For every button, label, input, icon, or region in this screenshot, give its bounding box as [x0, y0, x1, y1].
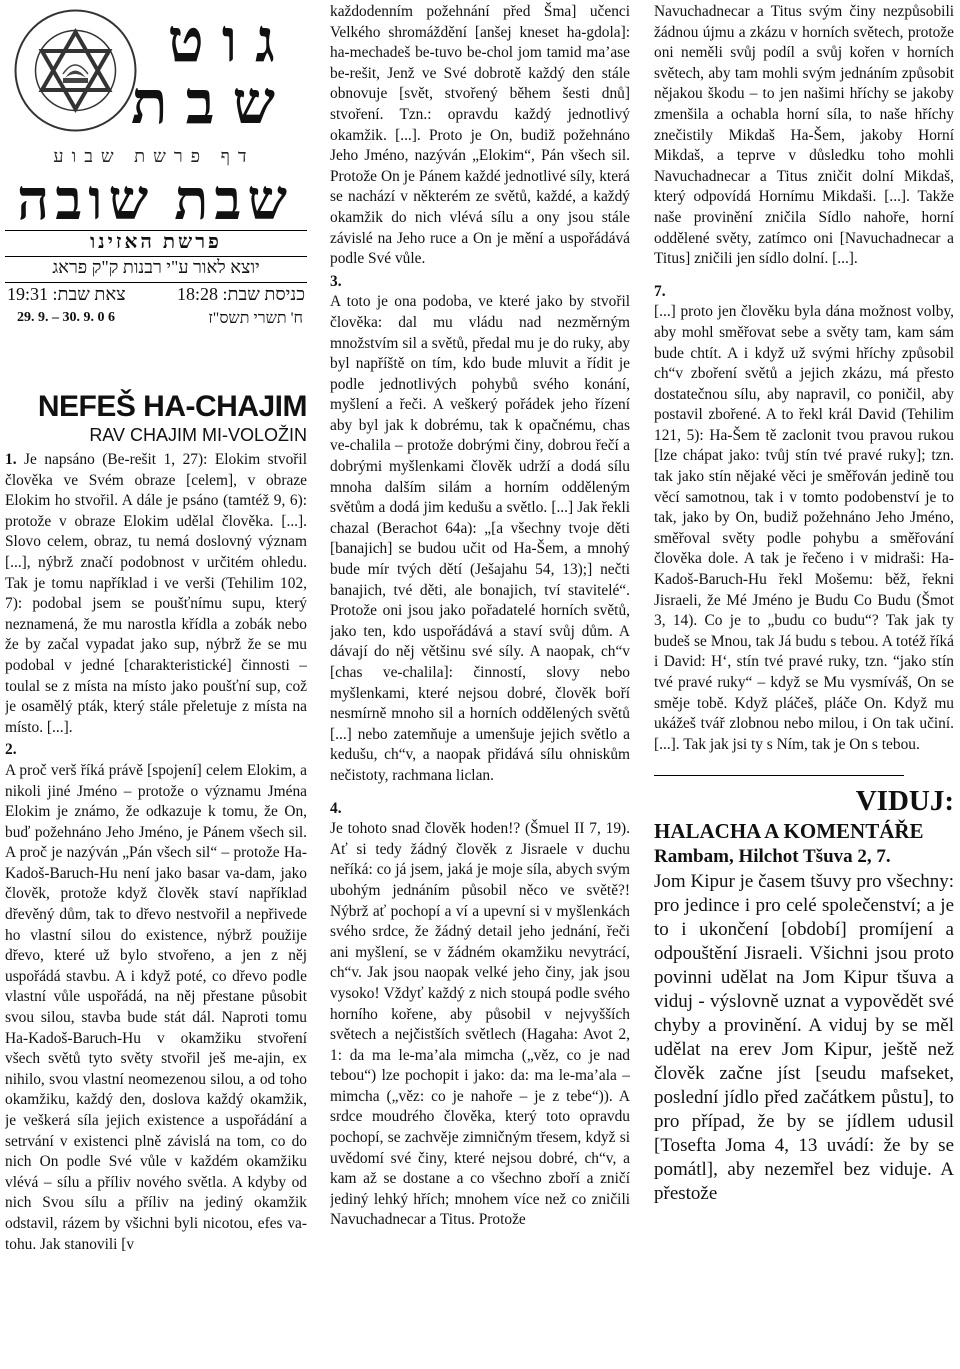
section-3: A toto je ona podoba, ve které jako by stvořil člověka: dal mu vládu nad nezměrným množstvím sil a světů, předal mu je do ruky, aby byl napříště on tím, kdo bude mluvit a řídit je podle jednotlivých pohybů svého konání, myšlení a řeči. A veškerý pořádek jeho řízení aby byl jak k dobrému, tak k opačnému, chas ve-chalila – protože dobrými činy, dobrou řečí a dobrými myšlenkami člověk udrží a dodá sílu mnoha dalším silám a horním odděleným světům a dodá jim kedušu a světlo. [...] Jak řekli chazal (Berachot 64a): „[a všechny tvoje děti [banajich] se budou učit od Ha-Šem, a mnohý bude mír tvých dětí (Ješajahu 54, 13);] nečti banajich, tvé děti, ale bonajich, tví stavitelé“. Protože oni jsou jako pořadatelé horních světů, jako ten, kdo uspořádává a staví svůj dům. A dávají do něj většinu své síly. A naopak, ch“v [chas ve-chalila]: činností, slovy nebo myšlenkami, které nejsou dobré, člověk boří nesmírně mnoho sil a horních oddělených světů [...] nebo zatemňuje a umenšuje jejich světlo a kedušu, ch“v, a naopak přidává sílu ohniskům nečistoty, rachmana liclan.	[330, 293, 630, 784]
rambam-source: Rambam, Hilchot Tšuva 2, 7.	[654, 846, 891, 868]
column-1	[5, 0, 307, 1369]
shabbat-heading: שבת	[131, 70, 293, 136]
vidui-title: VIDUJ:	[855, 785, 954, 818]
section-1	[5, 450, 307, 738]
divider	[654, 775, 904, 776]
article-title: NEFEŠ HA-CHAJIM	[37, 390, 307, 423]
halacha-heading: HALACHA A KOMENTÁŘE	[654, 819, 924, 844]
section-number: 2.	[5, 741, 17, 759]
gut-heading: גוט	[167, 8, 293, 74]
shabbat-shuva-title: שבת שובה	[17, 170, 293, 232]
section-number: 3.	[330, 272, 342, 290]
section-number: 4.	[330, 799, 342, 817]
section-4: Je tohoto snad člověk hoden!? (Šmuel II 7, 19). Ať si tedy žádný člověk z Jisraele v duchu neříká: co já jsem, jaká je moje síla, abych svým ubohým jednáním působil něco ve světě?! Nýbrž ať pochopí a ví a upevní si v myšlenkách svého srdce, že žádný detail jeho jednání, řeči ani myšlení, se v žádném okamžiku nevytrácí, ch“v. Jak jsou naopak velké jeho činy, jak jsou vysoko! Vždyť každý z nich stoupá podle svého horního kořene, aby působil v nejvyšších světech a nejčistších světlech (Hagaha: Avot 2, 1: da ma le-ma’ala mimcha („věz, co je nad tebou“) lze pochopit i jako: da: ma le-ma’ala – mimcha („věz: co je nahoře – je z tebe“)). A srdce moudrého člověka, který toto opravdu pochopí, se zachvěje zimničným třesem, když si uvědomí své činy, které nejsou dobré, ch“v, a kam až se dostane a co všechno zboří a zničí jediný lehký hřích; mnohem více než co zničili Navuchadnecar a Titus. Protože	[330, 820, 630, 1229]
column-3	[654, 2, 954, 1369]
column-2	[330, 2, 630, 1369]
hebrew-date: ח' תשרי תשס"ז	[208, 310, 303, 327]
section-text: Je napsáno (Be-rešit 1, 27): Elokim stvořil člověka ve Svém obraze [celem], v obraze Elokim ho stvořil. A dále je psáno (tamtéž 9, 6): protože v obraze Elokim udělal člověka. [...]. Slovo celem, obraz, tu nemá doslovný význam [...], nýbrž značí podobnost v určitém ohledu. Tak je tomu například i ve verši (Tehilim 102, 7): podobal jsem se poušťnímu supu, který neznamená, že mu narostla křídla a zobák nebo že by začal vypadat jako sup, nýbrž že se mu podobal v jedné [charakteristické] činnosti – toulal se z místa na místo jako poušťní sup, což je osamělý pták, který stále přeletuje z místa na místo. [...].	[5, 451, 307, 736]
publisher-line: יוצא לאור ע"י רבנות ק"ק פראג	[52, 257, 260, 277]
article-author: RAV CHAJIM MI-VOLOŽIN	[89, 425, 307, 445]
section-2: A proč verš říká právě [spojení] celem Elokim, a nikoli jiné Jméno – protože o významu Jména Elokim je známo, že odkazuje k tomu, že On, buď požehnáno Jeho Jméno, je Pánem všech sil. A proč je nazýván „Pán všech sil“ – protože Ha-Kadoš-Baruch-Hu není jako basar va-dam, jako člověk, protože když člověk staví například dřevěný dům, tak to dřevo nestvořil a nepřivede ho vlastní silou do existence, nýbrž použije dřevo, které už bylo stvořeno, a jen z něj uspořádá stavbu. A i když poté, co dřevo podle vlastní vůle uspořádá, na něj přestane působit svou silou, stavba bude stát dál. Naproti tomu Ha-Kadoš-Baruch-Hu v okamžiku stvoření všech světů tyto světy stvořil ješ me-ajin, ex nihilo, svou vlastní neomezenou silou, a od toho okamžiku, každý den, doslova každý okamžik, je veškerá síla jejich existence a uspořádání a setrvání v existenci plně závislá na tom, co do nich On podle Své vůle v každém okamžiku vlévá – sílu a příliv nového světla. A kdyby od nich Svou sílu a příliv na jediný okamžik odstavil, rázem by všichni byli nicotou, efes va-tohu. Jak stanovili [v	[5, 761, 307, 1253]
daf-parashat-line: דף פרשת שבוע	[53, 146, 255, 166]
paragraph: každodenním požehnání před Šma] učenci Velkého shromáždění [anšej kneset ha-gdola]: ha-mechadeš be-tuvo be-chol jom tamid ma’ase be-rešit, Jenž ve Své dobrotě každý den stále obnovuje [svět, stvořený během šesti dnů] stvoření. Tzn.: opravdu každý jednotlivý okamžik. [...]. Proto je On, budiž požehnáno Jeho Jméno, nazýván „Elokim“, Pán všech sil. Protože On je Pánem každé jednotlivé síly, která se nachází v některém ze světů, každé, a každý okamžik do nich vlévá sílu a ony jsou stále závislé na Jeho ruce a On je mění a uspořádává podle Své vůle.	[330, 3, 630, 268]
divider	[5, 282, 307, 283]
exit-time: צאת שבת: 19:31	[7, 284, 126, 304]
masthead	[5, 0, 307, 327]
civil-dates: 29. 9. – 30. 9. 0 6	[17, 310, 115, 325]
vidui-text: Jom Kipur je časem tšuvy pro všechny: pro jedince i pro celé společenství; a je to i ukončení [období] promíjení a odpouštění Jisraeli. Všichni jsou proto povinni udělat na Jom Kipur tšuva a viduj - výslovně uznat a vypovědět své chyby a provinění. A viduj by se měl udělat na erev Jom Kipur, ještě než člověk začne jíst [seudu mafseket, poslední jídlo před začátkem půstu], to pro případ, že by se jídlem udusil [Tosefta Joma 4, 13 uvádí: že by se pomátl], aby nezemřel bez viduje. A přestože	[654, 871, 954, 1205]
section-7: [...] proto jen člověku byla dána možnost volby, aby mohl směřovat sebe a světy tam, kam sám bude chtít. A i když už svými hříchy způsobil ch“v zboření světů a jejich zkázu, má přesto dostatečnou sílu, aby napravil, co poničil, aby postavil zbořené. A to řekl král David (Tehilim 121, 5): Ha-Šem tě zaclonit tvou pravou rukou [lze chápat jako: tvůj stín tvé pravé ruky]; tzn. tak jako stín nějaké věci je směřován jedině tou věcí samotnou, tak i v tomto podobenství je to tak, jako by On, budiž požehnáno Jeho Jméno, směřoval světy podle pohybu a směřování člověka dole. A tak je řečeno i v midraši: Ha-Kadoš-Baruch-Hu řekl Mošemu: běž, řekni Jisraeli, že Mé Jméno je Budu Co Budu (Šmot 3, 14). Co je to „budu co budu“? Tak jak ty budeš se Mnou, tak Já budu s tebou. A totéž říká i David: H‘, stín tvé pravé ruky, tzn. “jako stín tvé pravé ruky“ – když se Mu vysmíváš, On se směje tobě. Když pláčeš, pláče On. Když mu ukážeš tvář zlobnou nebo milou, i On tak učiní. [...]. Tak jak jsi ty s Ním, tak je On s tebou.	[654, 303, 954, 753]
section-number: 7.	[654, 282, 666, 300]
candle-time: כניסת שבת: 18:28	[176, 284, 305, 304]
parasha-name: פרשת האזינו	[90, 231, 222, 253]
paragraph: Navuchadnecar a Titus svým činy nezpůsobili žádnou újmu a zkázu v horních světech, protože oni neměli svůj podíl a svůj kořen v horních světech, aby tam mohli svým jednáním způsobit nějakou škodu – to jen našimi hříchy se jakoby zmenšila a ochabla horní síla, to naše hříchy znečistily Mikdaš Ha-Šem, jakoby Horní Mikdaš, a teprve v důsledku toho mohli Navuchadnecar a Titus zničit dolní Mikdaš, který odpovídá Hornímu Mikdaši. [...]. Takže naše provinění zničila Sídlo nahoře, horní oddělené světy, zatímco oni [Navuchadnecar a Titus] zničili jen sídlo dolní. [...].	[654, 3, 954, 268]
star-of-david-logo	[13, 8, 138, 133]
section-number: 1.	[5, 451, 17, 468]
